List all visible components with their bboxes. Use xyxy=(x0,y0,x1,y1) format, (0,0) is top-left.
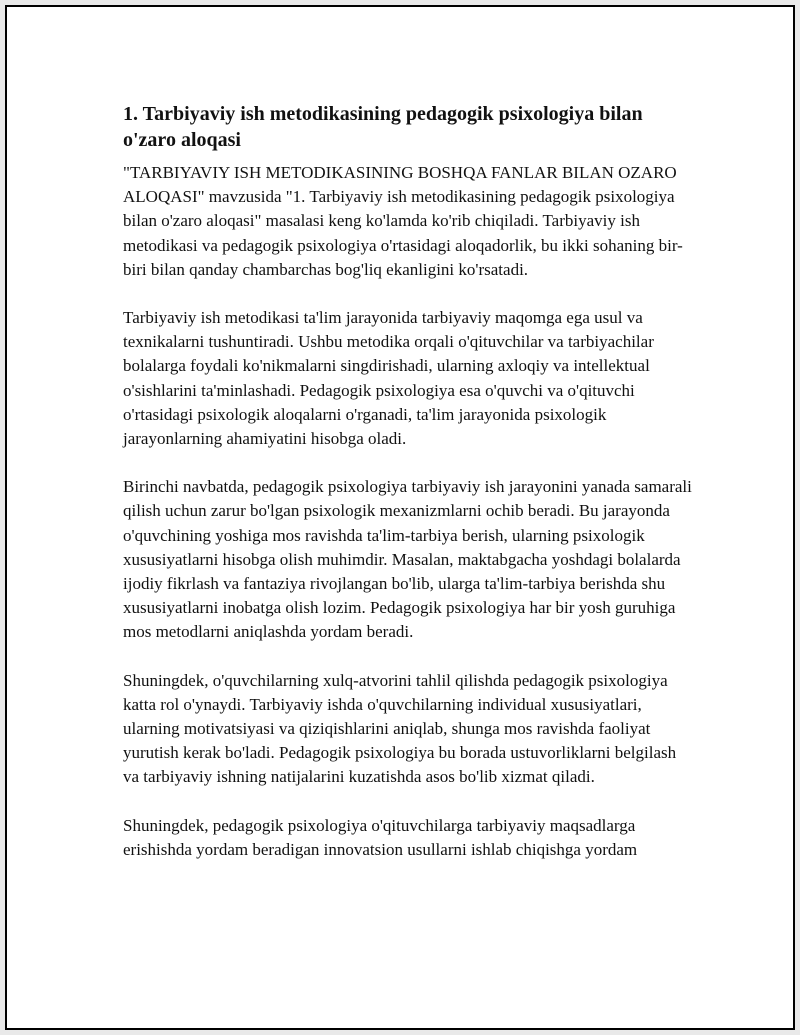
paragraph-4: Shuningdek, o'quvchilarning xulq-atvorini tahlil qilishda pedagogik psixologiya katta rol o'ynaydi. Tarbiyaviy ishda o'quvchilarning individual xususiyatlari, ularning motivatsiyasi va qiziqishlarini aniqlab, shunga mos ravishda faoliyat yurutish kerak bo'ladi. Pedagogik psixologiya bu borada ustuvorliklarni belgilash va tarbiyaviy ishning natijalarini kuzatishda asos bo'lib xizmat qiladi. xyxy=(123,670,677,787)
paragraph-3: Birinchi navbatda, pedagogik psixologiya tarbiyaviy ish jarayonini yanada samarali qilish uchun zarur bo'lgan psixologik mexanizmlarni ochib beradi. Bu jarayonda o'quvchining yoshiga mos ravishda ta'lim-tarbiya berish, ularning psixologik xususiyatlarni hisobga olish muhimdir. Masalan, maktabgacha yoshdagi bolalarda ijodiy fikrlash va fantaziya rivojlangan bo'lib, ularga ta'lim-tarbiya berishda shu xususiyatlarni inobatga olish lozim. Pedagogik psixologiya har bir yosh guruhiga mos metodlarni aniqlashda yordam beradi. xyxy=(123,477,692,642)
document-body xyxy=(123,101,695,886)
document-title: 1. Tarbiyaviy ish metodikasining pedagogik psixologiya bilan o'zaro aloqasi xyxy=(123,103,643,151)
paragraph-2: Tarbiyaviy ish metodikasi ta'lim jarayonida tarbiyaviy maqomga ega usul va texnikalarni tushuntiradi. Ushbu metodika orqali o'qituvchilar va tarbiyachilar bolalarga foydali ko'nikmalarni singdirishadi, ularning axloqiy va intellektual o'sishlarini ta'minlashadi. Pedagogik psixologiya esa o'quvchi va o'qituvchi o'rtasidagi psixologik aloqalarni o'rganadi, ta'lim jarayonida psixologik jarayonlarning ahamiyatini hisobga oladi. xyxy=(123,308,654,449)
paragraph-1: "TARBIYAVIY ISH METODIKASINING BOSHQA FANLAR BILAN OZARO ALOQASI" mavzusida "1. Tarbiyaviy ish metodikasining pedagogik psixologiya bilan o'zaro aloqasi" masalasi keng ko'lamda ko'rib chiqiladi. Tarbiyaviy ish metodikasi va pedagogik psixologiya o'rtasidagi aloqadorlik, bu ikki sohaning bir-biri bilan qanday chambarchas bog'liq ekanligini ko'rsatadi. xyxy=(123,163,683,279)
document-page xyxy=(5,5,795,1030)
paragraph-5: Shuningdek, pedagogik psixologiya o'qituvchilarga tarbiyaviy maqsadlarga erishishda yordam beradigan innovatsion usullarni ishlab chiqishga yordam xyxy=(123,815,638,859)
